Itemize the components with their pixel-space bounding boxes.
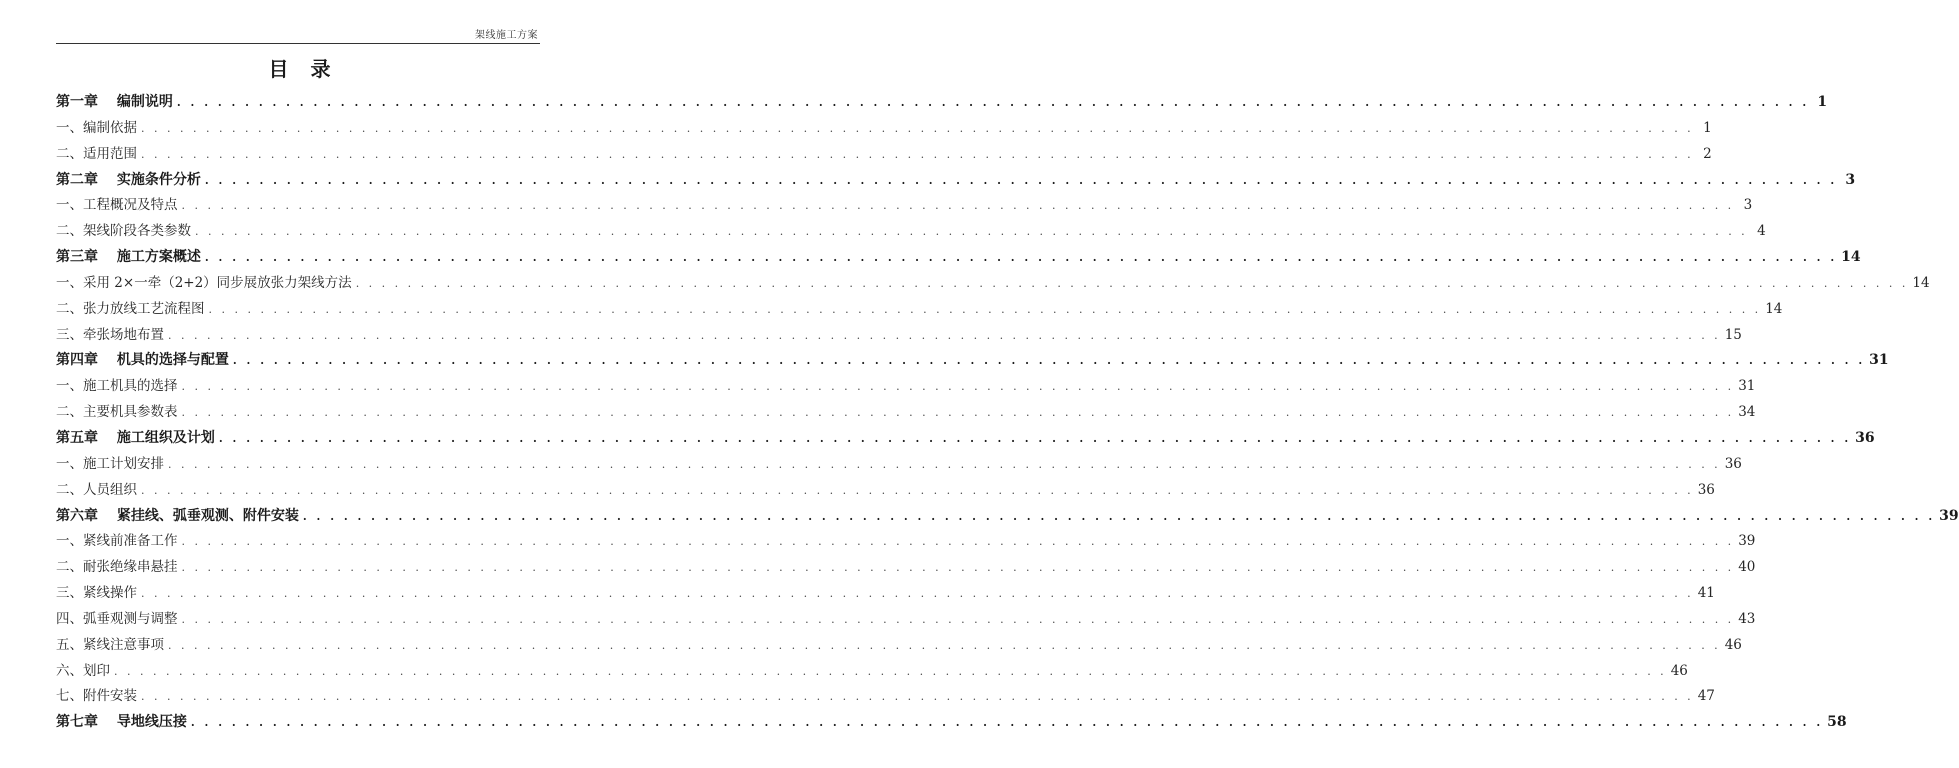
dot-leader: . . . . . . . . . . . . . . . . . . . . . . . . . . . . . . . . . . . . . . . . . . . . . . . . . . . . . . . . . . . . . . . . . . . . . . . . . . . . . . . . . . . . . . . . . . . . . . . . . . . . . . . . . . . . . . . . . . . . . . . .: [141, 483, 1694, 497]
toc-entry-label: 二、适用范围: [56, 145, 137, 162]
toc-entry-page-number: 47: [1697, 688, 1715, 705]
toc-entry-page-number: 39: [1738, 533, 1756, 550]
dot-leader: . . . . . . . . . . . . . . . . . . . . . . . . . . . . . . . . . . . . . . . . . . . . . . . . . . . . . . . . . . . . . . . . . . . . . . . . . . . . . . . . . . . . . . . . . . . . . . . . . . . . . . . . . . . . . . . . . . . . . . . .: [141, 121, 1694, 135]
dot-leader: . . . . . . . . . . . . . . . . . . . . . . . . . . . . . . . . . . . . . . . . . . . . . . . . . . . . . . . . . . . . . . . . . . . . . . . . . . . . . . . . . . . . . . . . . . . . . . . . . . . . . . . . . . . . . . . . . . . . . . . .: [204, 173, 1838, 187]
toc-entry-label: 七、附件安装: [56, 688, 137, 705]
dot-leader: . . . . . . . . . . . . . . . . . . . . . . . . . . . . . . . . . . . . . . . . . . . . . . . . . . . . . . . . . . . . . . . . . . . . . . . . . . . . . . . . . . . . . . . . . . . . . . . . . . . . . . . . . . . . . . . . . . . . . . . .: [195, 225, 1748, 239]
toc-entry-label: 第一章 编制说明: [56, 94, 173, 110]
toc-entry-page-number: 36: [1697, 481, 1715, 498]
toc-entry-page-number: 36: [1724, 455, 1742, 472]
toc-section-entry[interactable]: [56, 193, 1753, 219]
toc-entry-page-number: 39: [1939, 507, 1959, 524]
toc-chapter-entry[interactable]: [56, 90, 1828, 116]
toc-entry-label: 二、架线阶段各类参数: [56, 223, 191, 240]
header-rule: [56, 43, 540, 44]
dot-leader: . . . . . . . . . . . . . . . . . . . . . . . . . . . . . . . . . . . . . . . . . . . . . . . . . . . . . . . . . . . . . . . . . . . . . . . . . . . . . . . . . . . . . . . . . . . . . . . . . . . . . . . . . . . . . . . . . . . . . . . .: [181, 612, 1735, 626]
toc-entry-page-number: 1: [1703, 119, 1712, 136]
toc-section-entry[interactable]: [56, 633, 1742, 659]
dot-leader: . . . . . . . . . . . . . . . . . . . . . . . . . . . . . . . . . . . . . . . . . . . . . . . . . . . . . . . . . . . . . . . . . . . . . . . . . . . . . . . . . . . . . . . . . . . . . . . . . . . . . . . . . . . . . . . . . . . . . . . .: [141, 690, 1694, 704]
toc-entry-page-number: 40: [1738, 559, 1756, 576]
toc-entry-label: 六、划印: [56, 662, 110, 679]
toc-entry-page-number: 46: [1724, 636, 1742, 653]
toc-section-entry[interactable]: [56, 452, 1742, 478]
toc-entry-page-number: 14: [1765, 300, 1783, 317]
toc-entry-label: 三、紧线操作: [56, 585, 137, 602]
dot-leader: . . . . . . . . . . . . . . . . . . . . . . . . . . . . . . . . . . . . . . . . . . . . . . . . . . . . . . . . . . . . . . . . . . . . . . . . . . . . . . . . . . . . . . . . . . . . . . . . . . . . . . . . . . . . . . . . . . . . . . . .: [141, 147, 1694, 161]
toc-entry-page-number: 43: [1738, 610, 1756, 627]
toc-entry-page-number: 14: [1841, 249, 1861, 266]
toc-section-entry[interactable]: [56, 374, 1756, 400]
toc-section-entry[interactable]: [56, 219, 1766, 245]
dot-leader: . . . . . . . . . . . . . . . . . . . . . . . . . . . . . . . . . . . . . . . . . . . . . . . . . . . . . . . . . . . . . . . . . . . . . . . . . . . . . . . . . . . . . . . . . . . . . . . . . . . . . . . . . . . . . . . . . . . . . . . .: [168, 457, 1721, 471]
toc-entry-label: 第七章 导地线压接: [56, 714, 187, 731]
toc-title: 目 录: [268, 57, 332, 81]
toc-section-entry[interactable]: [56, 555, 1756, 581]
dot-leader: . . . . . . . . . . . . . . . . . . . . . . . . . . . . . . . . . . . . . . . . . . . . . . . . . . . . . . . . . . . . . . . . . . . . . . . . . . . . . . . . . . . . . . . . . . . . . . . . . . . . . . . . . . . . . . . . . . . . . . . .: [355, 276, 1909, 290]
toc-section-entry[interactable]: [56, 297, 1783, 323]
toc-entry-page-number: 14: [1912, 274, 1930, 291]
toc-section-entry[interactable]: [56, 478, 1715, 504]
toc-entry-label: 一、编制依据: [56, 119, 137, 136]
toc-section-entry[interactable]: [56, 684, 1715, 710]
toc-chapter-entry[interactable]: [56, 710, 1847, 736]
toc-entry-page-number: 58: [1827, 714, 1847, 731]
toc-entry-page-number: 46: [1670, 662, 1688, 679]
dot-leader: . . . . . . . . . . . . . . . . . . . . . . . . . . . . . . . . . . . . . . . . . . . . . . . . . . . . . . . . . . . . . . . . . . . . . . . . . . . . . . . . . . . . . . . . . . . . . . . . . . . . . . . . . . . . . . . . . . . . . . . .: [181, 406, 1735, 420]
toc-chapter-entry[interactable]: [56, 348, 1889, 374]
toc-entry-label: 二、人员组织: [56, 481, 137, 498]
toc-entry-label: 第五章 施工组织及计划: [56, 429, 215, 446]
dot-leader: . . . . . . . . . . . . . . . . . . . . . . . . . . . . . . . . . . . . . . . . . . . . . . . . . . . . . . . . . . . . . . . . . . . . . . . . . . . . . . . . . . . . . . . . . . . . . . . . . . . . . . . . . . . . . . . . . . . . . . . .: [218, 431, 1852, 445]
toc-chapter-entry[interactable]: [56, 168, 1856, 194]
toc-entry-label: 第六章 紧挂线、弧垂观测、附件安装: [56, 507, 299, 524]
dot-leader: . . . . . . . . . . . . . . . . . . . . . . . . . . . . . . . . . . . . . . . . . . . . . . . . . . . . . . . . . . . . . . . . . . . . . . . . . . . . . . . . . . . . . . . . . . . . . . . . . . . . . . . . . . . . . . . . . . . . . . . .: [181, 561, 1735, 575]
toc-section-entry[interactable]: [56, 142, 1712, 168]
dot-leader: . . . . . . . . . . . . . . . . . . . . . . . . . . . . . . . . . . . . . . . . . . . . . . . . . . . . . . . . . . . . . . . . . . . . . . . . . . . . . . . . . . . . . . . . . . . . . . . . . . . . . . . . . . . . . . . . . . . . . . . .: [302, 509, 1936, 523]
toc-entry-label: 一、施工机具的选择: [56, 378, 178, 395]
toc-entry-label: 第四章 机具的选择与配置: [56, 352, 229, 369]
toc-chapter-entry[interactable]: [56, 245, 1861, 271]
toc-entry-label: 一、紧线前准备工作: [56, 533, 178, 550]
toc-entry-page-number: 1: [1817, 94, 1828, 110]
toc-section-entry[interactable]: [56, 581, 1715, 607]
toc-entry-label: 二、耐张绝缘串悬挂: [56, 559, 178, 576]
dot-leader: . . . . . . . . . . . . . . . . . . . . . . . . . . . . . . . . . . . . . . . . . . . . . . . . . . . . . . . . . . . . . . . . . . . . . . . . . . . . . . . . . . . . . . . . . . . . . . . . . . . . . . . . . . . . . . . . . . . . . . . .: [208, 302, 1762, 316]
toc-list: [56, 90, 1959, 736]
dot-leader: . . . . . . . . . . . . . . . . . . . . . . . . . . . . . . . . . . . . . . . . . . . . . . . . . . . . . . . . . . . . . . . . . . . . . . . . . . . . . . . . . . . . . . . . . . . . . . . . . . . . . . . . . . . . . . . . . . . . . . . .: [168, 638, 1721, 652]
toc-entry-page-number: 15: [1724, 326, 1742, 343]
toc-entry-label: 第二章 实施条件分析: [56, 171, 201, 188]
toc-section-entry[interactable]: [56, 116, 1712, 142]
toc-entry-label: 三、牵张场地布置: [56, 326, 164, 343]
toc-entry-page-number: 41: [1697, 585, 1715, 602]
dot-leader: . . . . . . . . . . . . . . . . . . . . . . . . . . . . . . . . . . . . . . . . . . . . . . . . . . . . . . . . . . . . . . . . . . . . . . . . . . . . . . . . . . . . . . . . . . . . . . . . . . . . . . . . . . . . . . . . . . . . . . . .: [181, 535, 1735, 549]
toc-section-entry[interactable]: [56, 659, 1688, 685]
toc-entry-label: 一、工程概况及特点: [56, 197, 178, 214]
toc-chapter-entry[interactable]: [56, 504, 1959, 530]
toc-section-entry[interactable]: [56, 323, 1742, 349]
toc-entry-label: 第三章 施工方案概述: [56, 249, 201, 266]
toc-chapter-entry[interactable]: [56, 426, 1875, 452]
toc-entry-page-number: 34: [1738, 404, 1756, 421]
toc-entry-label: 五、紧线注意事项: [56, 636, 164, 653]
dot-leader: . . . . . . . . . . . . . . . . . . . . . . . . . . . . . . . . . . . . . . . . . . . . . . . . . . . . . . . . . . . . . . . . . . . . . . . . . . . . . . . . . . . . . . . . . . . . . . . . . . . . . . . . . . . . . . . . . . . . . . . .: [232, 354, 1866, 368]
toc-entry-label: 四、弧垂观测与调整: [56, 610, 178, 627]
toc-section-entry[interactable]: [56, 271, 1930, 297]
dot-leader: . . . . . . . . . . . . . . . . . . . . . . . . . . . . . . . . . . . . . . . . . . . . . . . . . . . . . . . . . . . . . . . . . . . . . . . . . . . . . . . . . . . . . . . . . . . . . . . . . . . . . . . . . . . . . . . . . . . . . . . .: [141, 587, 1694, 601]
dot-leader: . . . . . . . . . . . . . . . . . . . . . . . . . . . . . . . . . . . . . . . . . . . . . . . . . . . . . . . . . . . . . . . . . . . . . . . . . . . . . . . . . . . . . . . . . . . . . . . . . . . . . . . . . . . . . . . . . . . . . . . .: [181, 199, 1735, 213]
dot-leader: . . . . . . . . . . . . . . . . . . . . . . . . . . . . . . . . . . . . . . . . . . . . . . . . . . . . . . . . . . . . . . . . . . . . . . . . . . . . . . . . . . . . . . . . . . . . . . . . . . . . . . . . . . . . . . . . . . . . . . . .: [190, 716, 1824, 730]
toc-entry-page-number: 2: [1703, 145, 1712, 162]
dot-leader: . . . . . . . . . . . . . . . . . . . . . . . . . . . . . . . . . . . . . . . . . . . . . . . . . . . . . . . . . . . . . . . . . . . . . . . . . . . . . . . . . . . . . . . . . . . . . . . . . . . . . . . . . . . . . . . . . . . . . . . .: [168, 328, 1721, 342]
toc-section-entry[interactable]: [56, 607, 1756, 633]
toc-entry-label: 一、施工计划安排: [56, 455, 164, 472]
toc-entry-page-number: 3: [1845, 171, 1856, 188]
toc-entry-label: 二、张力放线工艺流程图: [56, 300, 205, 317]
dot-leader: . . . . . . . . . . . . . . . . . . . . . . . . . . . . . . . . . . . . . . . . . . . . . . . . . . . . . . . . . . . . . . . . . . . . . . . . . . . . . . . . . . . . . . . . . . . . . . . . . . . . . . . . . . . . . . . . . . . . . . . .: [176, 96, 1810, 109]
dot-leader: . . . . . . . . . . . . . . . . . . . . . . . . . . . . . . . . . . . . . . . . . . . . . . . . . . . . . . . . . . . . . . . . . . . . . . . . . . . . . . . . . . . . . . . . . . . . . . . . . . . . . . . . . . . . . . . . . . . . . . . .: [181, 380, 1735, 394]
toc-section-entry[interactable]: [56, 529, 1756, 555]
toc-entry-label: 二、主要机具参数表: [56, 404, 178, 421]
dot-leader: . . . . . . . . . . . . . . . . . . . . . . . . . . . . . . . . . . . . . . . . . . . . . . . . . . . . . . . . . . . . . . . . . . . . . . . . . . . . . . . . . . . . . . . . . . . . . . . . . . . . . . . . . . . . . . . . . . . . . . . .: [114, 664, 1667, 678]
toc-entry-page-number: 4: [1757, 223, 1766, 240]
toc-entry-page-number: 36: [1855, 429, 1875, 446]
toc-entry-page-number: 31: [1869, 352, 1889, 369]
toc-section-entry[interactable]: [56, 400, 1756, 426]
toc-entry-page-number: 31: [1738, 378, 1756, 395]
toc-entry-page-number: 3: [1743, 197, 1753, 214]
running-header-title: 架线施工方案: [475, 30, 538, 41]
dot-leader: . . . . . . . . . . . . . . . . . . . . . . . . . . . . . . . . . . . . . . . . . . . . . . . . . . . . . . . . . . . . . . . . . . . . . . . . . . . . . . . . . . . . . . . . . . . . . . . . . . . . . . . . . . . . . . . . . . . . . . . .: [204, 251, 1838, 265]
toc-entry-label: 一、采用 2×一牵（2+2）同步展放张力架线方法: [56, 274, 352, 291]
